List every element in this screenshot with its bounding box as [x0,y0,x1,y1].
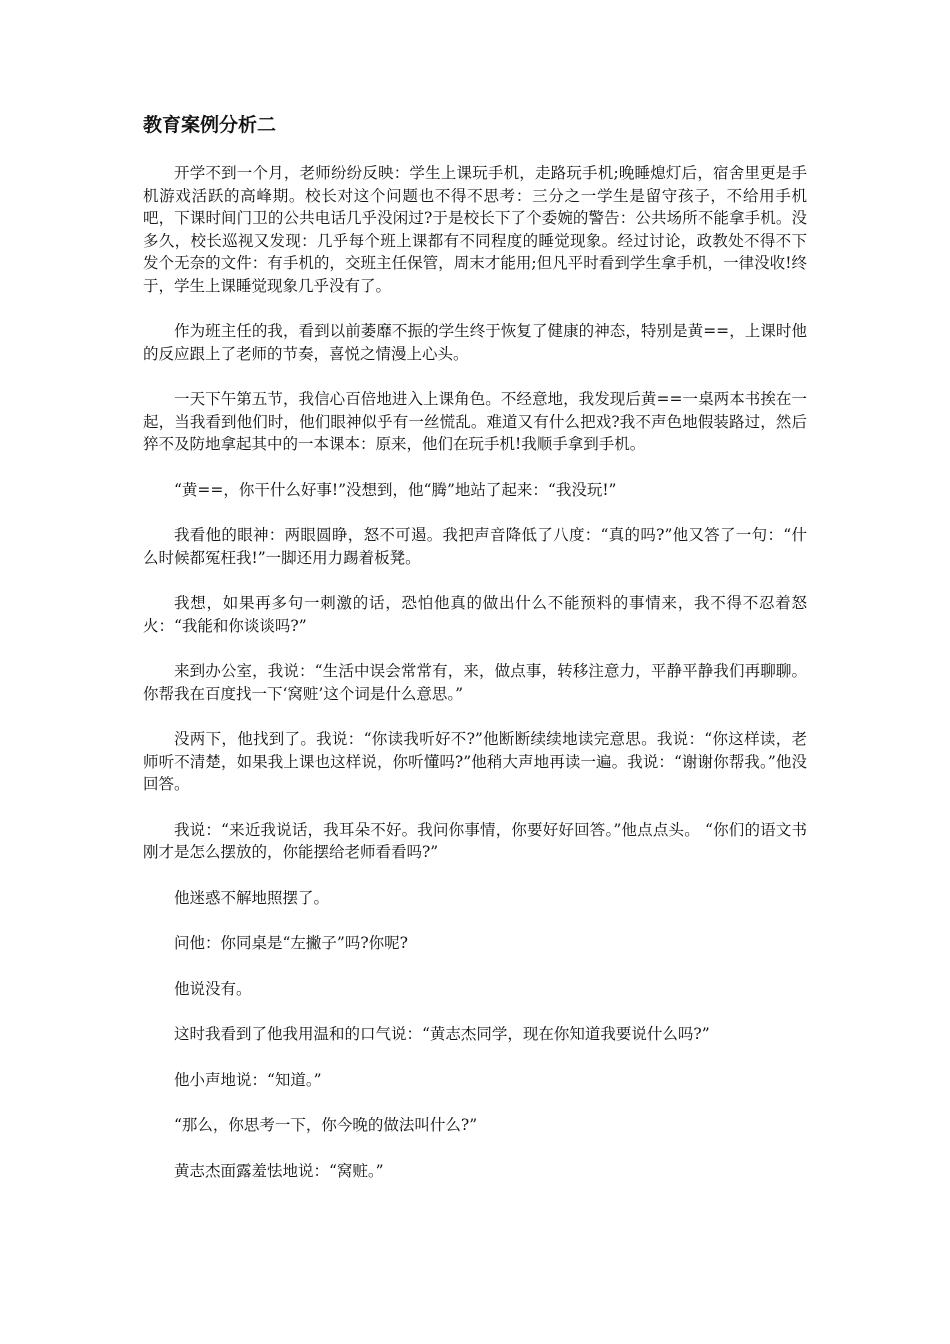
paragraph-4: “黄==，你干什么好事!”没想到，他“腾”地站了起来：“我没玩!” [174,480,617,499]
paragraph-12: 他说没有。 [174,979,252,998]
paragraph-7: 来到办公室，我说：“生活中误会常常有，来，做点事，转移注意力，平静平静我们再聊聊。你帮我在百度找一下‘窝赃’这个词是什么意思。” [143,662,807,703]
paragraph-6: 我想，如果再多句一刺激的话，恐怕他真的做出什么不能预料的事情来，我不得不忍着怒火：“我能和你谈谈吗?” [143,594,807,635]
paragraph-3: 一天下午第五节，我信心百倍地进入上课角色。不经意地，我发现后黄==一桌两本书挨在一起，当我看到他们时，他们眼神似乎有一丝慌乱。难道又有什么把戏?我不声色地假装路过，然后猝不及防地拿起其中的一本课本：原来，他们在玩手机!我顺手拿到手机。 [143,390,807,453]
document-title: 教育案例分析二 [143,114,277,136]
paragraph-14: 他小声地说：“知道。” [174,1070,322,1089]
paragraph-16: 黄志杰面露羞怯地说：“窝赃。” [174,1161,384,1180]
paragraph-10: 他迷惑不解地照摆了。 [174,888,330,907]
paragraph-15: “那么，你思考一下，你今晚的做法叫什么?” [174,1116,478,1134]
paragraph-13: 这时我看到了他我用温和的口气说：“黄志杰同学，现在你知道我要说什么吗?” [174,1025,710,1043]
paragraph-8: 没两下，他找到了。我说：“你读我听好不?”他断断续续地读完意思。我说：“你这样读，老师听不清楚，如果我上课也这样说，你听懂吗?”他稍大声地再读一遍。我说：“谢谢你帮我。”他没回答。 [143,730,807,793]
paragraph-2: 作为班主任的我，看到以前萎靡不振的学生终于恢复了健康的神态，特别是黄==，上课时他的反应跟上了老师的节奏，喜悦之情漫上心头。 [143,322,807,363]
paragraph-11: 问他：你同桌是“左撇子”吗?你呢? [174,934,408,952]
paragraph-9: 我说：“来近我说话，我耳朵不好。我问你事情，你要好好回答。”他点点头。 “你们的语文书刚才是怎么摆放的，你能摆给老师看看吗?” [143,820,807,861]
document-page [143,112,807,1205]
paragraph-5: 我看他的眼神：两眼圆睁，怒不可遏。我把声音降低了八度：“真的吗?”他又答了一句：“什么时候都冤枉我!”一脚还用力踢着板凳。 [143,526,807,567]
paragraph-1: 开学不到一个月，老师纷纷反映：学生上课玩手机，走路玩手机;晚睡熄灯后，宿舍里更是手机游戏活跃的高峰期。校长对这个问题也不得不思考：三分之一学生是留守孩子，不给用手机吧，下课时间门卫的公共电话几乎没闲过?于是校长下了个委婉的警告：公共场所不能拿手机。没多久，校长巡视又发现：几乎每个班上课都有不同程度的睡觉现象。经过讨论，政教处不得不下发个无奈的文件：有手机的，交班主任保管，周末才能用;但凡平时看到学生拿手机，一律没收!终于，学生上课睡觉现象几乎没有了。 [143,164,807,295]
